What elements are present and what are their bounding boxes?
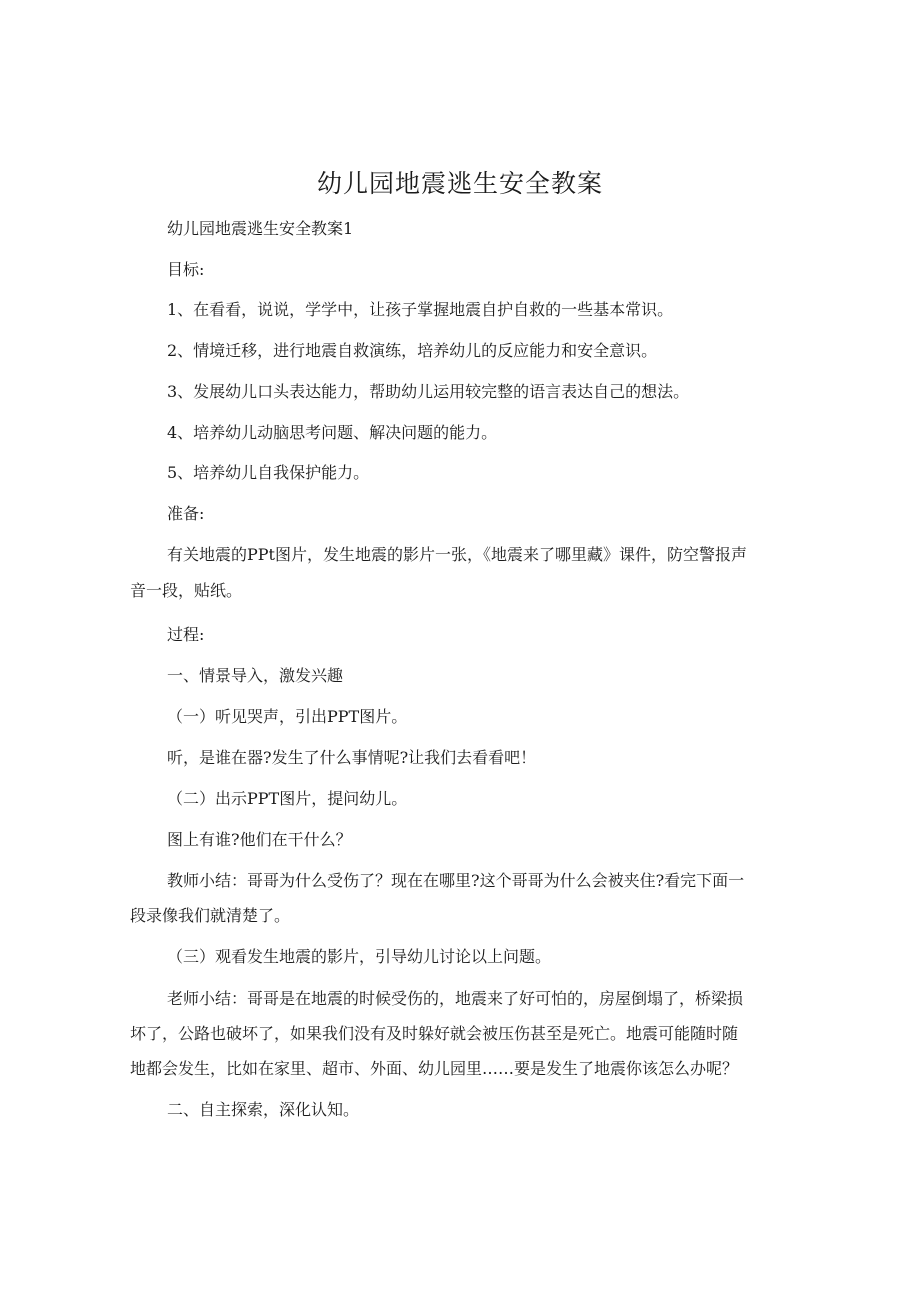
prep-line-1: 有关地震的PPt图片，发生地震的影片一张，《地震来了哪里藏》课件，防空警报声 — [167, 545, 747, 564]
goal-item-2: 2、情境迁移，进行地震自救演练，培养幼儿的反应能力和安全意识。 — [167, 341, 658, 360]
step-2: （二）出示PPT图片，提问幼儿。 — [167, 789, 408, 808]
summary-2-line-2: 坏了，公路也破坏了，如果我们没有及时躲好就会被压伤甚至是死亡。地震可能随时随 — [130, 1024, 739, 1043]
step-1-question: 听，是谁在器?发生了什么事情呢?让我们去看看吧！ — [167, 748, 537, 767]
process-heading: 过程: — [167, 625, 205, 644]
prep-heading: 准备: — [167, 504, 205, 523]
summary-1-line-2: 段录像我们就清楚了。 — [130, 906, 291, 925]
goal-item-1: 1、在看看，说说，学学中，让孩子掌握地震自护自救的一些基本常识。 — [167, 300, 674, 319]
section-1-heading: 一、情景导入，激发兴趣 — [167, 666, 344, 685]
summary-2-line-3: 地都会发生，比如在家里、超市、外面、幼儿园里……要是发生了地震你该怎么办呢？ — [130, 1059, 739, 1078]
prep-line-2: 音一段，贴纸。 — [130, 581, 243, 600]
summary-2-line-1: 老师小结：哥哥是在地震的时候受伤的，地震来了好可怕的，房屋倒塌了，桥梁损 — [167, 989, 744, 1008]
goal-item-5: 5、培养幼儿自我保护能力。 — [167, 463, 370, 482]
section-2-heading: 二、自主探索，深化认知。 — [167, 1100, 360, 1119]
goal-item-4: 4、培养幼儿动脑思考问题、解决问题的能力。 — [167, 423, 498, 442]
goal-item-3: 3、发展幼儿口头表达能力，帮助幼儿运用较完整的语言表达自己的想法。 — [167, 382, 690, 401]
goal-heading: 目标: — [167, 260, 205, 279]
document-title: 幼儿园地震逃生安全教案 — [316, 169, 603, 198]
step-1: （一）听见哭声，引出PPT图片。 — [167, 707, 408, 726]
summary-1-line-1: 教师小结：哥哥为什么受伤了？现在在哪里?这个哥哥为什么会被夹住?看完下面一 — [167, 871, 745, 890]
step-2-question: 图上有谁?他们在干什么？ — [167, 830, 352, 849]
subtitle: 幼儿园地震逃生安全教案1 — [167, 219, 354, 238]
step-3: （三）观看发生地震的影片，引导幼儿讨论以上问题。 — [167, 947, 552, 966]
